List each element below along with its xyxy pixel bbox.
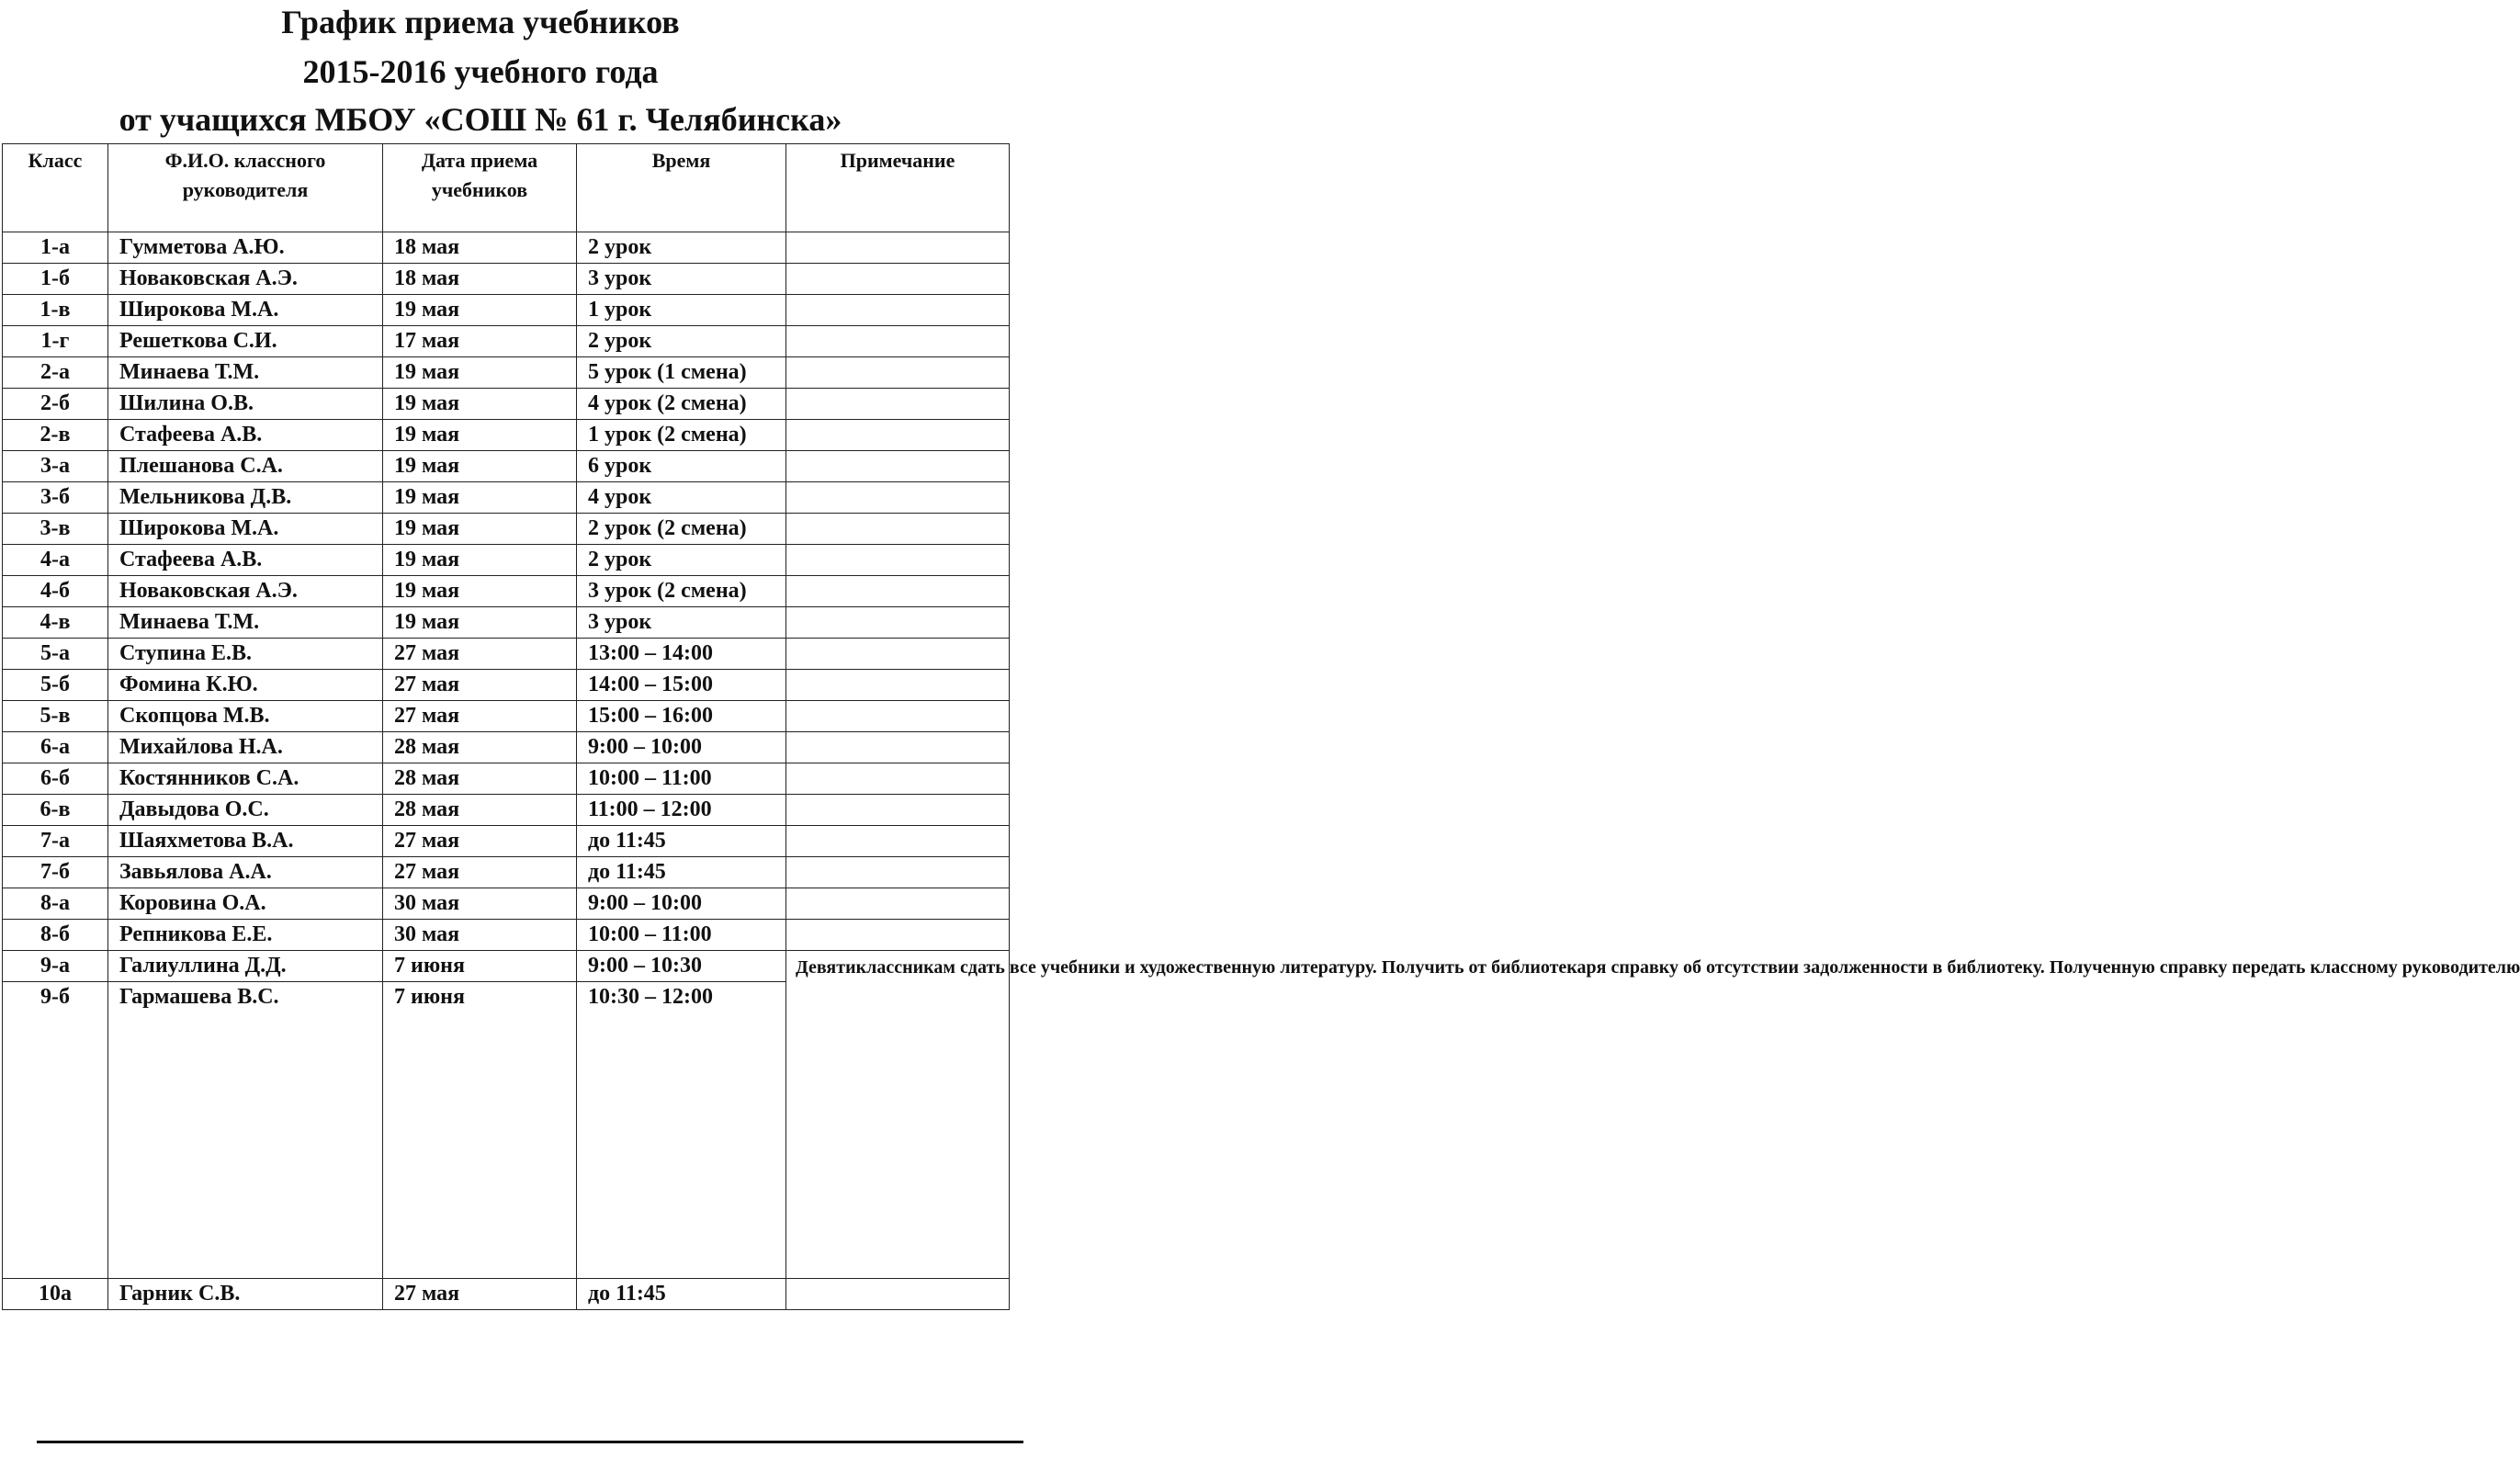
time-cell: 1 урок (2 смена) [577, 420, 786, 451]
class-cell: 2-б [3, 389, 108, 420]
date-cell: 19 мая [383, 607, 577, 639]
bottom-rule [37, 1441, 1023, 1443]
table-row [3, 514, 1010, 545]
class-cell: 4-в [3, 607, 108, 639]
teacher-cell: Завьялова А.А. [108, 857, 383, 888]
class-cell: 7-а [3, 826, 108, 857]
date-cell: 19 мая [383, 420, 577, 451]
note-cell [786, 795, 1010, 826]
date-cell: 28 мая [383, 795, 577, 826]
document-title-line-1: График приема учебников [281, 4, 680, 40]
header-time: Время [577, 144, 786, 232]
date-cell: 19 мая [383, 389, 577, 420]
date-cell: 27 мая [383, 857, 577, 888]
date-cell: 18 мая [383, 264, 577, 295]
note-cell [786, 1279, 1010, 1310]
table-row [3, 232, 1010, 264]
header-row [3, 144, 1010, 232]
time-cell: до 11:45 [577, 857, 786, 888]
date-cell: 7 июня [383, 982, 577, 1279]
table-row [3, 420, 1010, 451]
date-cell: 17 мая [383, 326, 577, 357]
table-row [3, 357, 1010, 389]
note-cell [786, 295, 1010, 326]
time-cell: 9:00 – 10:00 [577, 888, 786, 920]
note-cell [786, 357, 1010, 389]
teacher-cell: Галиуллина Д.Д. [108, 951, 383, 982]
date-cell: 27 мая [383, 1279, 577, 1310]
teacher-cell: Костянников С.А. [108, 763, 383, 795]
table-row [3, 639, 1010, 670]
table-row [3, 295, 1010, 326]
date-cell: 19 мая [383, 451, 577, 482]
class-cell: 4-б [3, 576, 108, 607]
date-cell: 27 мая [383, 670, 577, 701]
class-cell: 3-а [3, 451, 108, 482]
class-cell: 1-а [3, 232, 108, 264]
time-cell: до 11:45 [577, 1279, 786, 1310]
class-cell: 6-в [3, 795, 108, 826]
table-row [3, 389, 1010, 420]
time-cell: 2 урок [577, 232, 786, 264]
teacher-cell: Коровина О.А. [108, 888, 383, 920]
date-cell: 30 мая [383, 888, 577, 920]
time-cell: 10:00 – 11:00 [577, 920, 786, 951]
class-cell: 3-в [3, 514, 108, 545]
table-row [3, 576, 1010, 607]
teacher-cell: Скопцова М.В. [108, 701, 383, 732]
note-cell [786, 888, 1010, 920]
document-title-line-2: 2015-2016 учебного года [302, 53, 659, 90]
table-row [3, 951, 1010, 982]
time-cell: 14:00 – 15:00 [577, 670, 786, 701]
time-cell: 10:30 – 12:00 [577, 982, 786, 1279]
teacher-cell: Давыдова О.С. [108, 795, 383, 826]
teacher-cell: Минаева Т.М. [108, 357, 383, 389]
date-cell: 19 мая [383, 482, 577, 514]
time-cell: 3 урок [577, 264, 786, 295]
date-cell: 19 мая [383, 295, 577, 326]
note-cell [786, 545, 1010, 576]
teacher-cell: Плешанова С.А. [108, 451, 383, 482]
note-cell [786, 670, 1010, 701]
time-cell: 10:00 – 11:00 [577, 763, 786, 795]
time-cell: 9:00 – 10:00 [577, 732, 786, 763]
time-cell: 9:00 – 10:30 [577, 951, 786, 982]
time-cell: 1 урок [577, 295, 786, 326]
note-cell [786, 920, 1010, 951]
note-cell [786, 639, 1010, 670]
class-cell: 6-а [3, 732, 108, 763]
time-cell: 4 урок [577, 482, 786, 514]
header-note: Примечание [786, 144, 1010, 232]
teacher-cell: Новаковская А.Э. [108, 264, 383, 295]
table-row [3, 888, 1010, 920]
class-cell: 9-б [3, 982, 108, 1279]
note-cell [786, 482, 1010, 514]
date-cell: 27 мая [383, 701, 577, 732]
class-cell: 8-б [3, 920, 108, 951]
table-row [3, 763, 1010, 795]
class-cell: 7-б [3, 857, 108, 888]
note-cell [786, 763, 1010, 795]
table-row [3, 857, 1010, 888]
date-cell: 19 мая [383, 514, 577, 545]
teacher-cell: Широкова М.А. [108, 514, 383, 545]
time-cell: до 11:45 [577, 826, 786, 857]
date-cell: 28 мая [383, 732, 577, 763]
table-row [3, 920, 1010, 951]
teacher-cell: Гумметова А.Ю. [108, 232, 383, 264]
note-cell [786, 232, 1010, 264]
note-9th-grade: Девятиклассникам сдать все учебники и художественную литературу. Получить от библиотекаря справку об отсутствии задолженности в библиотеку. Полученную справку передать классному руководителю [786, 951, 1010, 1279]
time-cell: 3 урок [577, 607, 786, 639]
table-row [3, 826, 1010, 857]
class-cell: 5-б [3, 670, 108, 701]
date-cell: 18 мая [383, 232, 577, 264]
header-teacher: Ф.И.О. классного руководителя [108, 144, 383, 232]
class-cell: 1-в [3, 295, 108, 326]
time-cell: 4 урок (2 смена) [577, 389, 786, 420]
note-cell [786, 420, 1010, 451]
table-row [3, 732, 1010, 763]
teacher-cell: Минаева Т.М. [108, 607, 383, 639]
teacher-cell: Широкова М.А. [108, 295, 383, 326]
class-cell: 3-б [3, 482, 108, 514]
table-row [3, 607, 1010, 639]
time-cell: 15:00 – 16:00 [577, 701, 786, 732]
note-cell [786, 326, 1010, 357]
class-cell: 10а [3, 1279, 108, 1310]
class-cell: 5-а [3, 639, 108, 670]
time-cell: 2 урок [577, 545, 786, 576]
note-cell [786, 389, 1010, 420]
header-class: Класс [3, 144, 108, 232]
teacher-cell: Ступина Е.В. [108, 639, 383, 670]
teacher-cell: Мельникова Д.В. [108, 482, 383, 514]
note-cell [786, 826, 1010, 857]
time-cell: 3 урок (2 смена) [577, 576, 786, 607]
date-cell: 28 мая [383, 763, 577, 795]
class-cell: 6-б [3, 763, 108, 795]
teacher-cell: Гарник С.В. [108, 1279, 383, 1310]
note-cell [786, 264, 1010, 295]
note-cell [786, 514, 1010, 545]
document-title-line-3: от учащихся МБОУ «СОШ № 61 г. Челябинска» [119, 101, 842, 138]
schedule-table [2, 143, 2520, 1310]
date-cell: 27 мая [383, 826, 577, 857]
date-cell: 27 мая [383, 639, 577, 670]
time-cell: 13:00 – 14:00 [577, 639, 786, 670]
class-cell: 8-а [3, 888, 108, 920]
table-row [3, 795, 1010, 826]
date-cell: 7 июня [383, 951, 577, 982]
teacher-cell: Решеткова С.И. [108, 326, 383, 357]
class-cell: 2-а [3, 357, 108, 389]
date-cell: 19 мая [383, 357, 577, 389]
time-cell: 11:00 – 12:00 [577, 795, 786, 826]
teacher-cell: Новаковская А.Э. [108, 576, 383, 607]
class-cell: 5-в [3, 701, 108, 732]
header-date: Дата приема учебников [383, 144, 577, 232]
table-row [3, 264, 1010, 295]
time-cell: 5 урок (1 смена) [577, 357, 786, 389]
teacher-cell: Шаяхметова В.А. [108, 826, 383, 857]
class-cell: 9-а [3, 951, 108, 982]
time-cell: 2 урок (2 смена) [577, 514, 786, 545]
table-row [3, 326, 1010, 357]
table-row [3, 701, 1010, 732]
note-cell [786, 576, 1010, 607]
table-row [3, 670, 1010, 701]
class-cell: 1-б [3, 264, 108, 295]
teacher-cell: Стафеева А.В. [108, 545, 383, 576]
time-cell: 2 урок [577, 326, 786, 357]
date-cell: 30 мая [383, 920, 577, 951]
time-cell: 6 урок [577, 451, 786, 482]
teacher-cell: Гармашева В.С. [108, 982, 383, 1279]
note-cell [786, 732, 1010, 763]
table-row [3, 545, 1010, 576]
class-cell: 2-в [3, 420, 108, 451]
teacher-cell: Шилина О.В. [108, 389, 383, 420]
note-cell [786, 451, 1010, 482]
teacher-cell: Стафеева А.В. [108, 420, 383, 451]
class-cell: 1-г [3, 326, 108, 357]
class-cell: 4-а [3, 545, 108, 576]
teacher-cell: Фомина К.Ю. [108, 670, 383, 701]
note-cell [786, 607, 1010, 639]
date-cell: 19 мая [383, 545, 577, 576]
note-cell [786, 701, 1010, 732]
date-cell: 19 мая [383, 576, 577, 607]
note-cell [786, 857, 1010, 888]
table-row [3, 451, 1010, 482]
table-row [3, 482, 1010, 514]
teacher-cell: Михайлова Н.А. [108, 732, 383, 763]
teacher-cell: Репникова Е.Е. [108, 920, 383, 951]
table-row [3, 1279, 1010, 1310]
